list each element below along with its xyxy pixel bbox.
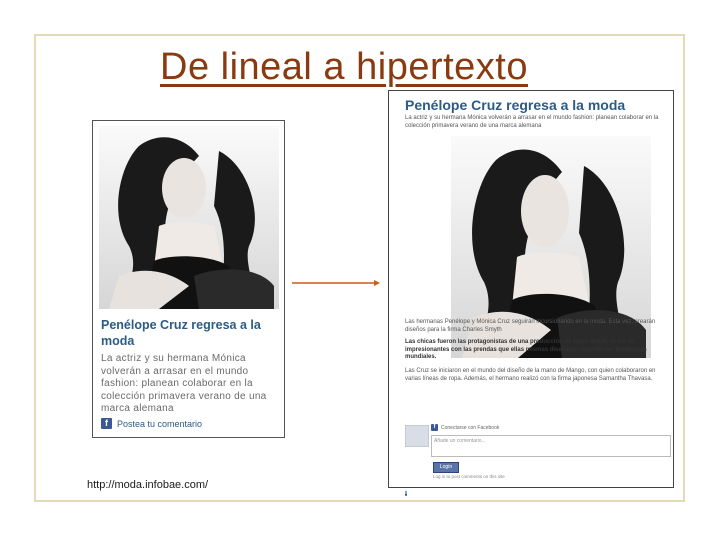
login-button[interactable]: Login [433, 462, 459, 473]
facebook-footer [405, 481, 407, 499]
avatar [405, 425, 429, 447]
login-note: Log in to post comments on this site [433, 474, 505, 479]
article-paragraph-bold: Las chicas fueron las protagonistas de una producción de fotos donde se las ve impresionantes con las prendas que ellas mismas diseñaron rigiendo las tendencias mundiales. [405, 339, 647, 361]
article-headline[interactable]: Penélope Cruz regresa a la moda [101, 318, 261, 348]
article-summary: La actriz y su hermana Mónica volverán a arrasar en el mundo fashion: planean colaborar en la colección primavera verano de una marca alemana [101, 353, 267, 414]
source-link[interactable]: http://moda.infobae.com/ [87, 479, 209, 491]
article-paragraph: Las hermanas Penélope y Mónica Cruz seguirán incursionando en la moda. Esta vez, crearán diseños para la firma Charles Smyth [405, 319, 656, 333]
facebook-icon: f [101, 418, 112, 429]
article-lede: La actriz y su hermana Mónica volverán a arrasar en el mundo fashion: planean colaborar en la colección primavera verano de una marca alemana [405, 115, 659, 129]
slide-title: De lineal a hipertexto [160, 46, 528, 88]
facebook-icon: f [431, 424, 438, 431]
facebook-comments-widget [405, 421, 671, 496]
facebook-connect-link[interactable] [431, 424, 499, 431]
facebook-connect-label[interactable]: Conectarse con Facebook [441, 424, 500, 431]
linear-article-card [92, 120, 285, 438]
article-paragraph: Las Cruz se iniciaron en el mundo del diseño de la mano de Mango, con quien colaboraron en varias líneas de ropa. Además, el hermano realizó con la firma japonesa Samantha Thavasa. [405, 368, 656, 382]
article-headline[interactable]: Penélope Cruz regresa a la moda [405, 97, 626, 113]
comment-input[interactable]: Añade un comentario... [431, 435, 671, 457]
post-comment-label[interactable]: Postea tu comentario [117, 418, 203, 429]
post-comment-link[interactable] [101, 418, 202, 429]
arrow-right-icon [292, 279, 380, 287]
hypertext-article-card [388, 90, 674, 496]
portrait-photo-icon [99, 126, 279, 309]
facebook-icon: f [405, 490, 407, 496]
